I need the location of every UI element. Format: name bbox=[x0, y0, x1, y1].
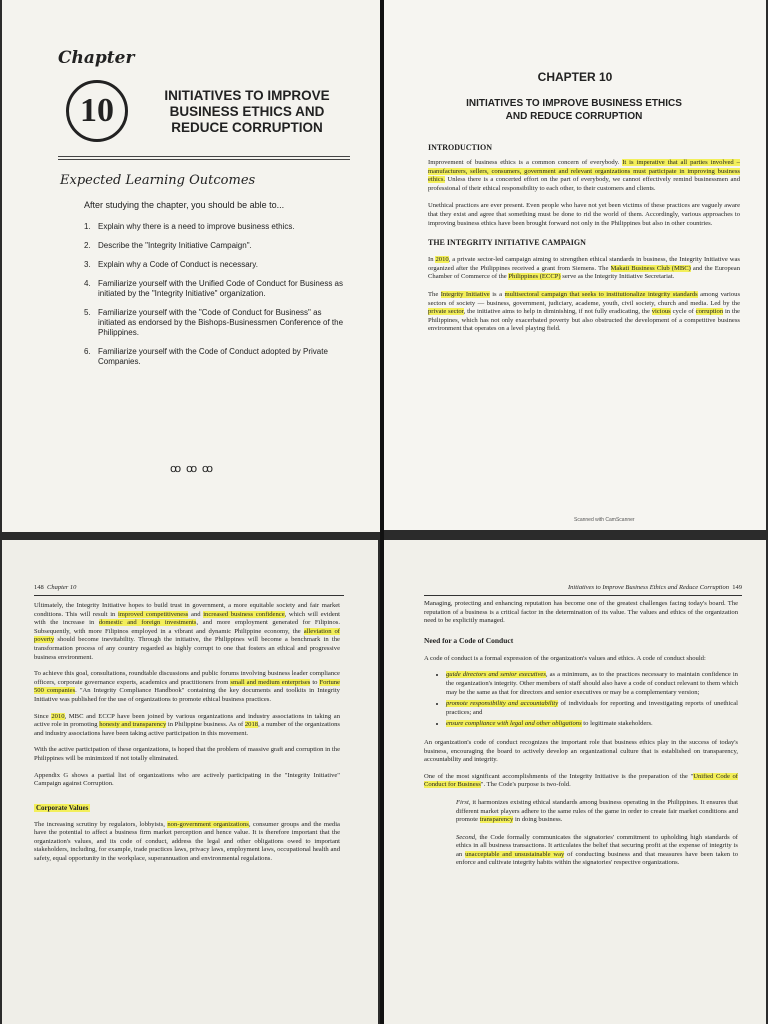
ornament-icon: ꝏ ꝏ ꝏ bbox=[170, 463, 215, 475]
chapter-title: INITIATIVES TO IMPROVE BUSINESS ETHICS AND REDUCE CORRUPTION bbox=[466, 98, 682, 122]
outcomes-intro: After studying the chapter, you should be able to... bbox=[84, 200, 285, 210]
paragraph: Improvement of business ethics is a common concern of everybody. It is imperative that all parties involved – manufacturers, sellers, consumers, government and relevant organizations must participate in improving business ethics. Unless there is a concerted effort on the part of everybody, we cannot effectively remind businessmen and professional of their ethical responsibility to each other, to their customers and clients. bbox=[428, 159, 740, 192]
list-item: • guide directors and senior executives, as a minimum, as to the practices necessary to maintain confidence in the organization's integrity. Other members of staff should also have a code of conduct relevant to them which may be the same as that for directors and senior executives or may be a complementary version; bbox=[446, 671, 738, 697]
list-item: 1. Explain why there is a need to improve business ethics. bbox=[84, 222, 295, 231]
list-item: • ensure compliance with legal and other obligations to legitimate stakeholders. bbox=[446, 720, 738, 729]
outcomes-list bbox=[84, 222, 346, 376]
introduction-section bbox=[428, 143, 740, 334]
list-item: 6. Familiarize yourself with the Code of Conduct adopted by Private Companies. bbox=[84, 347, 328, 366]
code-requirements-list bbox=[424, 671, 738, 729]
chapter-word: Chapter bbox=[58, 48, 135, 68]
paragraph: The increasing scrutiny by regulators, lobbyists, non-government organizations, consumer groups and the media have the potential to affect a business firm market perception and hence value. It is therefore important that the organization's values, and its code of conduct, address the legal and other obligations owed to important stakeholders, including, for example, trade practices laws, privacy laws, employment laws, occupational health and safety, equal opportunity in the workplace, superannuation and environmental regulations. bbox=[34, 820, 340, 863]
paragraph: An organization's code of conduct recognizes the important role that business ethics play in the success of today's business, encouraging the board to actively develop an organizational culture that is established on transparency, accountability and integrity. bbox=[424, 738, 738, 764]
paragraph: With the active participation of these organizations, is hoped that the problem of massive graft and corruption in the Philippines will be minimized if not totally eliminated. bbox=[34, 746, 340, 762]
page-chapter-opener bbox=[2, 0, 380, 532]
chapter-title: INITIATIVES TO IMPROVE BUSINESS ETHICS AND REDUCE CORRUPTION bbox=[164, 88, 330, 135]
page-body bbox=[34, 602, 340, 864]
section-heading: Corporate Values bbox=[36, 803, 89, 812]
list-item: 5. Familiarize yourself with the "Code of Conduct for Business" as initiated as endorsed by the Bishops-Businessmen Conference of the Philippines. bbox=[84, 308, 344, 337]
chapter-number-badge: 10 bbox=[66, 80, 128, 142]
list-item: 2. Describe the "Integrity Initiative Campaign". bbox=[84, 241, 252, 250]
paragraph: Unethical practices are ever present. Even people who have not yet been victims of these practices are vaguely aware that they exist and agree that something must be done to rid the world of them. Accordingly, various approaches to improving business ethics have been brought forward not only in the Philippines but also in other countries. bbox=[428, 202, 740, 227]
paragraph: Second, the Code formally communicates the signatories' commitment to upholding high standards of ethics in all business transactions. It articulates the belief that securing profit at the expense of integrity is an unacceptable and unsustainable way of conducting business and that measures have been taken to enforce and cultivate integrity habits within the signatories' respective organizations. bbox=[456, 833, 738, 867]
page-148 bbox=[2, 540, 378, 1024]
section-heading: INTRODUCTION bbox=[428, 143, 493, 152]
page-chapter-intro bbox=[384, 0, 766, 530]
list-item: 3. Explain why a Code of Conduct is necessary. bbox=[84, 260, 258, 269]
paragraph: Since 2010, MBC and ECCP have been joined by various organizations and industry associations in taking an active role in promoting honesty and transparency in Philippine business. As of 2018, a number of the organizations and industry associations have been taking active participation in this movement. bbox=[34, 712, 340, 737]
page-body bbox=[424, 600, 738, 868]
page-149 bbox=[384, 540, 766, 1024]
paragraph: First, it harmonizes existing ethical standards among business operating in the Philippines. It ensures that different market players adhere to the same rules of the game in order to create fair market conditions and promote transparency in doing business. bbox=[456, 798, 738, 824]
divider bbox=[58, 156, 350, 157]
list-item: 4. Familiarize yourself with the Unified Code of Conduct for Business as initiated by the "Integrity Initiative" organization. bbox=[84, 279, 343, 298]
paragraph: A code of conduct is a formal expression of the organization's values and ethics. A code of conduct should: bbox=[424, 654, 706, 662]
section-heading: Need for a Code of Conduct bbox=[424, 635, 514, 645]
paragraph: One of the most significant accomplishments of the Integrity Initiative is the preparation of the "Unified Code of Conduct for Business". The Code's purpose is two-fold. bbox=[424, 772, 738, 789]
section-heading: Expected Learning Outcomes bbox=[60, 173, 256, 188]
divider bbox=[34, 595, 344, 596]
paragraph: Ultimately, the Integrity Initiative hopes to build trust in government, a more equitable society and fair market conditions. This will result in improved competitiveness and increased business confidence, which will evident with the increase in domestic and foreign investments, and more employment generated for Filipinos. Subsequently, with more Filipinos employed in a vibrant and dynamic Philippine economy, the alleviation of poverty should become inevitability. Through the initiative, the Philippines will become a benchmark in the transformation process of any country regarded as highly corrupt to one that fosters an ethical and progressive business environment. bbox=[34, 602, 340, 661]
scanner-watermark: Scanned with CamScanner bbox=[574, 517, 635, 523]
list-item: • promote responsibility and accountability of individuals for reporting and investigating reports of unethical practices; and bbox=[446, 700, 738, 717]
divider bbox=[424, 595, 742, 596]
paragraph: The Integrity Initiative is a multisectoral campaign that seeks to institutionalize integrity standards among various sectors of society — business, government, judiciary, academe, youth, civil society, church and media. Led by the private sector, the initiative aims to help in diminishing, if not fully eradicating, the vicious cycle of corruption in the Philippines, which has not only exacerbated poverty but also obstructed the development of a competitive business environment that operates on a level playing field. bbox=[428, 290, 741, 333]
section-heading: THE INTEGRITY INITIATIVE CAMPAIGN bbox=[428, 238, 586, 248]
divider bbox=[58, 159, 350, 160]
paragraph: Managing, protecting and enhancing reputation has become one of the greatest challenges facing today's board. The reputation of a business is a critical factor in the determination of its value. The values and ethics of the organization need to be explicitly managed. bbox=[424, 600, 738, 625]
chapter-heading: CHAPTER 10 bbox=[537, 70, 613, 84]
paragraph: Appendix G shows a partial list of organizations who are actively participating in the "Integrity Initiative" Campaign against Corruption. bbox=[34, 771, 340, 788]
paragraph: To achieve this goal, consultations, roundtable discussions and public forums involving business leader compliance officers, corporate governance experts, academics and practitioners from small and medium enterprises to Fortune 500 companies. "An Integrity Compliance Handbook" containing the key documents and toolkits in Integrity Initiative was published for the use of organizations to promote ethical business practices. bbox=[34, 670, 340, 703]
paragraph: In 2010, a private sector-led campaign aiming to strengthen ethical standards in business, the Integrity Initiative was organized after the Philippines received a grant from Siemens. The Makati Business Club (MBC) and the European Chamber of Commerce of the Philippines (ECCP) serve as the Integrity Initiative Secretariat. bbox=[428, 256, 740, 281]
running-head: 148 Chapter 10 bbox=[34, 584, 77, 591]
running-head: Initiatives to Improve Business Ethics and Reduce Corruption 149 bbox=[568, 584, 742, 591]
